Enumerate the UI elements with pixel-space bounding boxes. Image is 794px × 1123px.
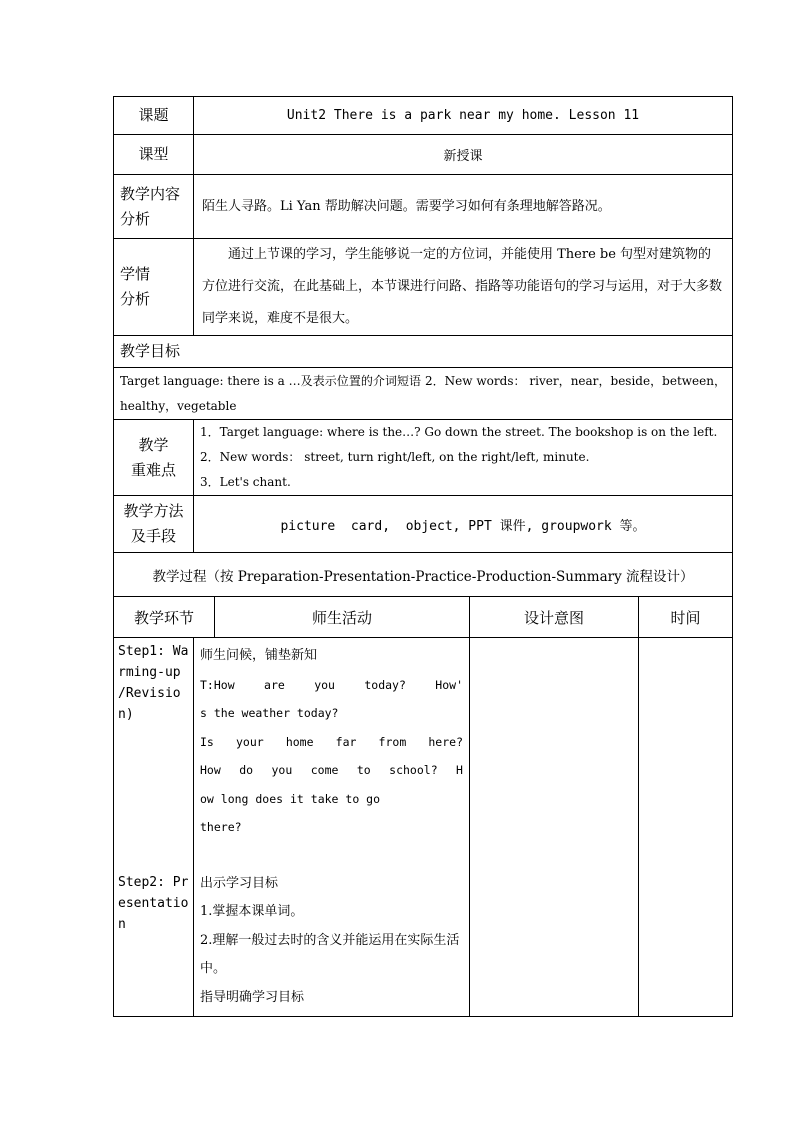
- teacher-activity-cell: [194, 638, 470, 1017]
- key-points: [194, 420, 733, 496]
- goals-label-row: [114, 336, 733, 368]
- col-teacher: 师生活动: [215, 597, 470, 638]
- method-value: picture card, object, PPT 课件, groupwork 等。: [194, 496, 733, 553]
- stage-cell: [114, 638, 194, 1017]
- key-row: [114, 420, 733, 496]
- spacer: [200, 842, 463, 870]
- activity-line: 指导明确学习目标: [200, 989, 305, 1005]
- step2-label: Step2: Presentation: [118, 875, 189, 932]
- content-value: 陌生人寻路。Li Yan 帮助解决问题。需要学习如何有条理地解答路况。: [194, 175, 733, 239]
- content-label: 教学内容分析: [114, 175, 194, 239]
- activity-line: 出示学习目标: [200, 875, 279, 891]
- key-point: 1．Target language: where is the…? Go down the street. The bookshop is on the left.: [200, 425, 718, 439]
- col-stage: 教学环节: [114, 597, 215, 638]
- situation-row: [114, 239, 733, 336]
- activity-line: 2.理解一般过去时的含义并能运用在实际生活中。: [200, 932, 460, 976]
- goals-row: [114, 368, 733, 420]
- method-label: [114, 496, 194, 553]
- situation-label-line1: 学情: [120, 265, 151, 283]
- col-time: 时间: [639, 597, 733, 638]
- process-header-row: [114, 597, 733, 638]
- topic-value: Unit2 There is a park near my home. Lesson 11: [194, 97, 733, 135]
- topic-label: 课题: [114, 97, 194, 135]
- activity-line: Is your home far from here?: [200, 734, 463, 749]
- key-label-line1: 教学: [138, 435, 169, 454]
- method-label-line1: 教学方法: [123, 502, 184, 520]
- activity-line: 师生问候，铺垫新知: [200, 648, 318, 663]
- key-point: 3．Let's chant.: [200, 475, 291, 489]
- activity-line: How do you come to school? H: [200, 763, 463, 777]
- design-intent-cell: [470, 638, 639, 1017]
- col-design: 设计意图: [470, 597, 639, 638]
- process-title: 教学过程（按 Preparation-Presentation-Practice-Production-Summary 流程设计）: [114, 553, 733, 597]
- activity-line: T:How are you today? How': [200, 677, 463, 692]
- process-row: [114, 638, 733, 1017]
- lesson-plan-table: [113, 96, 733, 1017]
- topic-row: [114, 97, 733, 135]
- key-point: 2．New words： street, turn right/left, on the right/left, minute.: [200, 450, 590, 464]
- activity-line: there?: [200, 820, 242, 834]
- method-label-line2: 及手段: [130, 527, 176, 545]
- method-row: [114, 496, 733, 553]
- content-row: [114, 175, 733, 239]
- key-label: [114, 420, 194, 496]
- activity-line: s the weather today?: [200, 706, 339, 720]
- activity-line: 1.掌握本课单词。: [200, 904, 304, 919]
- time-cell: [639, 638, 733, 1017]
- situation-value: 通过上节课的学习，学生能够说一定的方位词，并能使用 There be 句型对建筑物的方位进行交流，在此基础上，本节课进行问路、指路等功能语句的学习与运用，对于大多数同学来说，难度不是很大。: [194, 239, 733, 336]
- goals-value: Target language: there is a …及表示位置的介词短语 2．New words： river，near，beside，between，healthy，vegetable: [114, 368, 733, 420]
- type-label: 课型: [114, 135, 194, 175]
- step1-label: Step1: Warming-up /Revision): [118, 644, 189, 722]
- process-title-row: [114, 553, 733, 597]
- type-row: [114, 135, 733, 175]
- goals-label: 教学目标: [114, 336, 733, 368]
- situation-label-line2: 分析: [120, 290, 151, 308]
- situation-label: [114, 239, 194, 336]
- activity-line: ow long does it take to go: [200, 791, 381, 806]
- type-value: 新授课: [194, 135, 733, 175]
- spacer: [118, 725, 189, 872]
- key-label-line2: 重难点: [130, 460, 176, 479]
